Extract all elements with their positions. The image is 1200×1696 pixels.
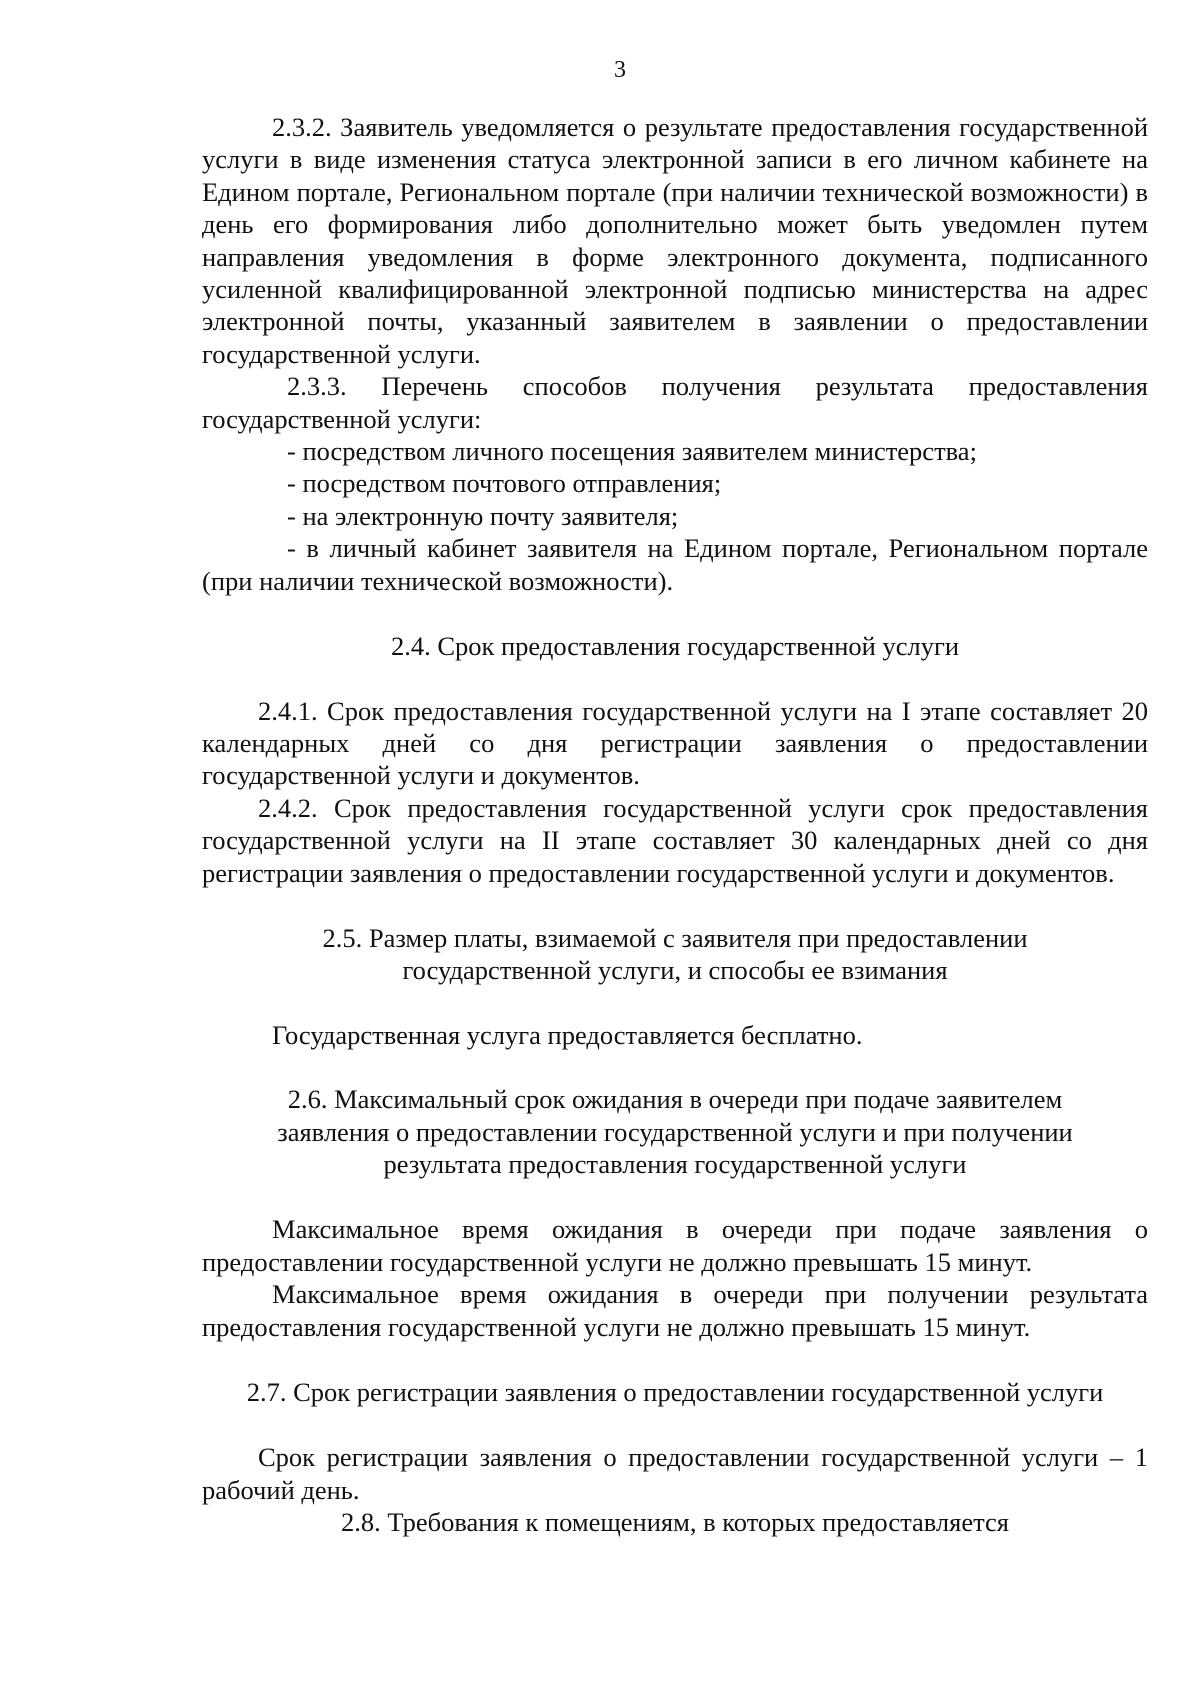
section-heading-2-6	[202, 1083, 1148, 1180]
page-number: 3	[614, 57, 626, 83]
list-item: - посредством почтового отправления;	[287, 468, 722, 499]
heading-line: заявления о предоставлении государственной услуги и при получении	[277, 1116, 1073, 1147]
heading-line: результата предоставления государственной услуги	[383, 1148, 967, 1179]
paragraph-2-6-b: Максимальное время ожидания в очереди при получении результата предоставления государственной услуги не должно превышать 15 минут.	[202, 1279, 1148, 1342]
document-body	[202, 111, 1148, 1539]
paragraph-2-3-2: 2.3.2. Заявитель уведомляется о результате предоставления государственной услуги в виде изменения статуса электронной записи в его личном кабинете на Едином портале, Региональном портале (при наличии технической возможности) в день его формирования либо дополнительно может быть уведомлен путем направления уведомления в форме электронного документа, подписанного усиленной квалифицированной электронной подписью министерства на адрес электронной почты, указанный заявителем в заявлении о предоставлении государственной услуги.	[202, 112, 1148, 369]
list-item: - в личный кабинет заявителя на Едином портале, Региональном портале (при наличии технической возможности).	[202, 533, 1148, 596]
list-item: - посредством личного посещения заявителем министерства;	[287, 436, 977, 467]
paragraph-2-5: Государственная услуга предоставляется бесплатно.	[272, 1019, 863, 1050]
paragraph-2-6-a: Максимальное время ожидания в очереди при подаче заявления о предоставлении государственной услуги не должно превышать 15 минут.	[202, 1214, 1148, 1277]
paragraph-2-3-3: 2.3.3. Перечень способов получения результата предоставления государственной услуги:	[202, 371, 1148, 434]
delivery-methods-list	[202, 435, 1148, 597]
heading-line: 2.5. Размер платы, взимаемой с заявителя при предоставлении	[322, 922, 1028, 953]
paragraph-2-4-2: 2.4.2. Срок предоставления государственной услуги срок предоставления государственной услуги на II этапе составляет 30 календарных дней со дня регистрации заявления о предоставлении государственной услуги и документов.	[202, 792, 1148, 888]
heading-line: государственной услуги, и способы ее взимания	[402, 955, 948, 986]
section-heading-2-5	[202, 922, 1148, 987]
heading-line: 2.6. Максимальный срок ожидания в очереди при подаче заявителем	[287, 1084, 1063, 1115]
paragraph-2-4-1: 2.4.1. Срок предоставления государственной услуги на I этапе составляет 20 календарных дней со дня регистрации заявления о предоставлении государственной услуги и документов.	[202, 695, 1148, 791]
paragraph-2-7: Срок регистрации заявления о предоставлении государственной услуги – 1 рабочий день.	[202, 1442, 1148, 1505]
list-item: - на электронную почту заявителя;	[287, 500, 679, 531]
section-heading-2-7: 2.7. Срок регистрации заявления о предоставлении государственной услуги	[246, 1377, 1104, 1407]
section-heading-2-4: 2.4. Срок предоставления государственной услуги	[390, 631, 960, 662]
section-heading-2-8: 2.8. Требования к помещениям, в которых предоставляется	[341, 1507, 1009, 1538]
